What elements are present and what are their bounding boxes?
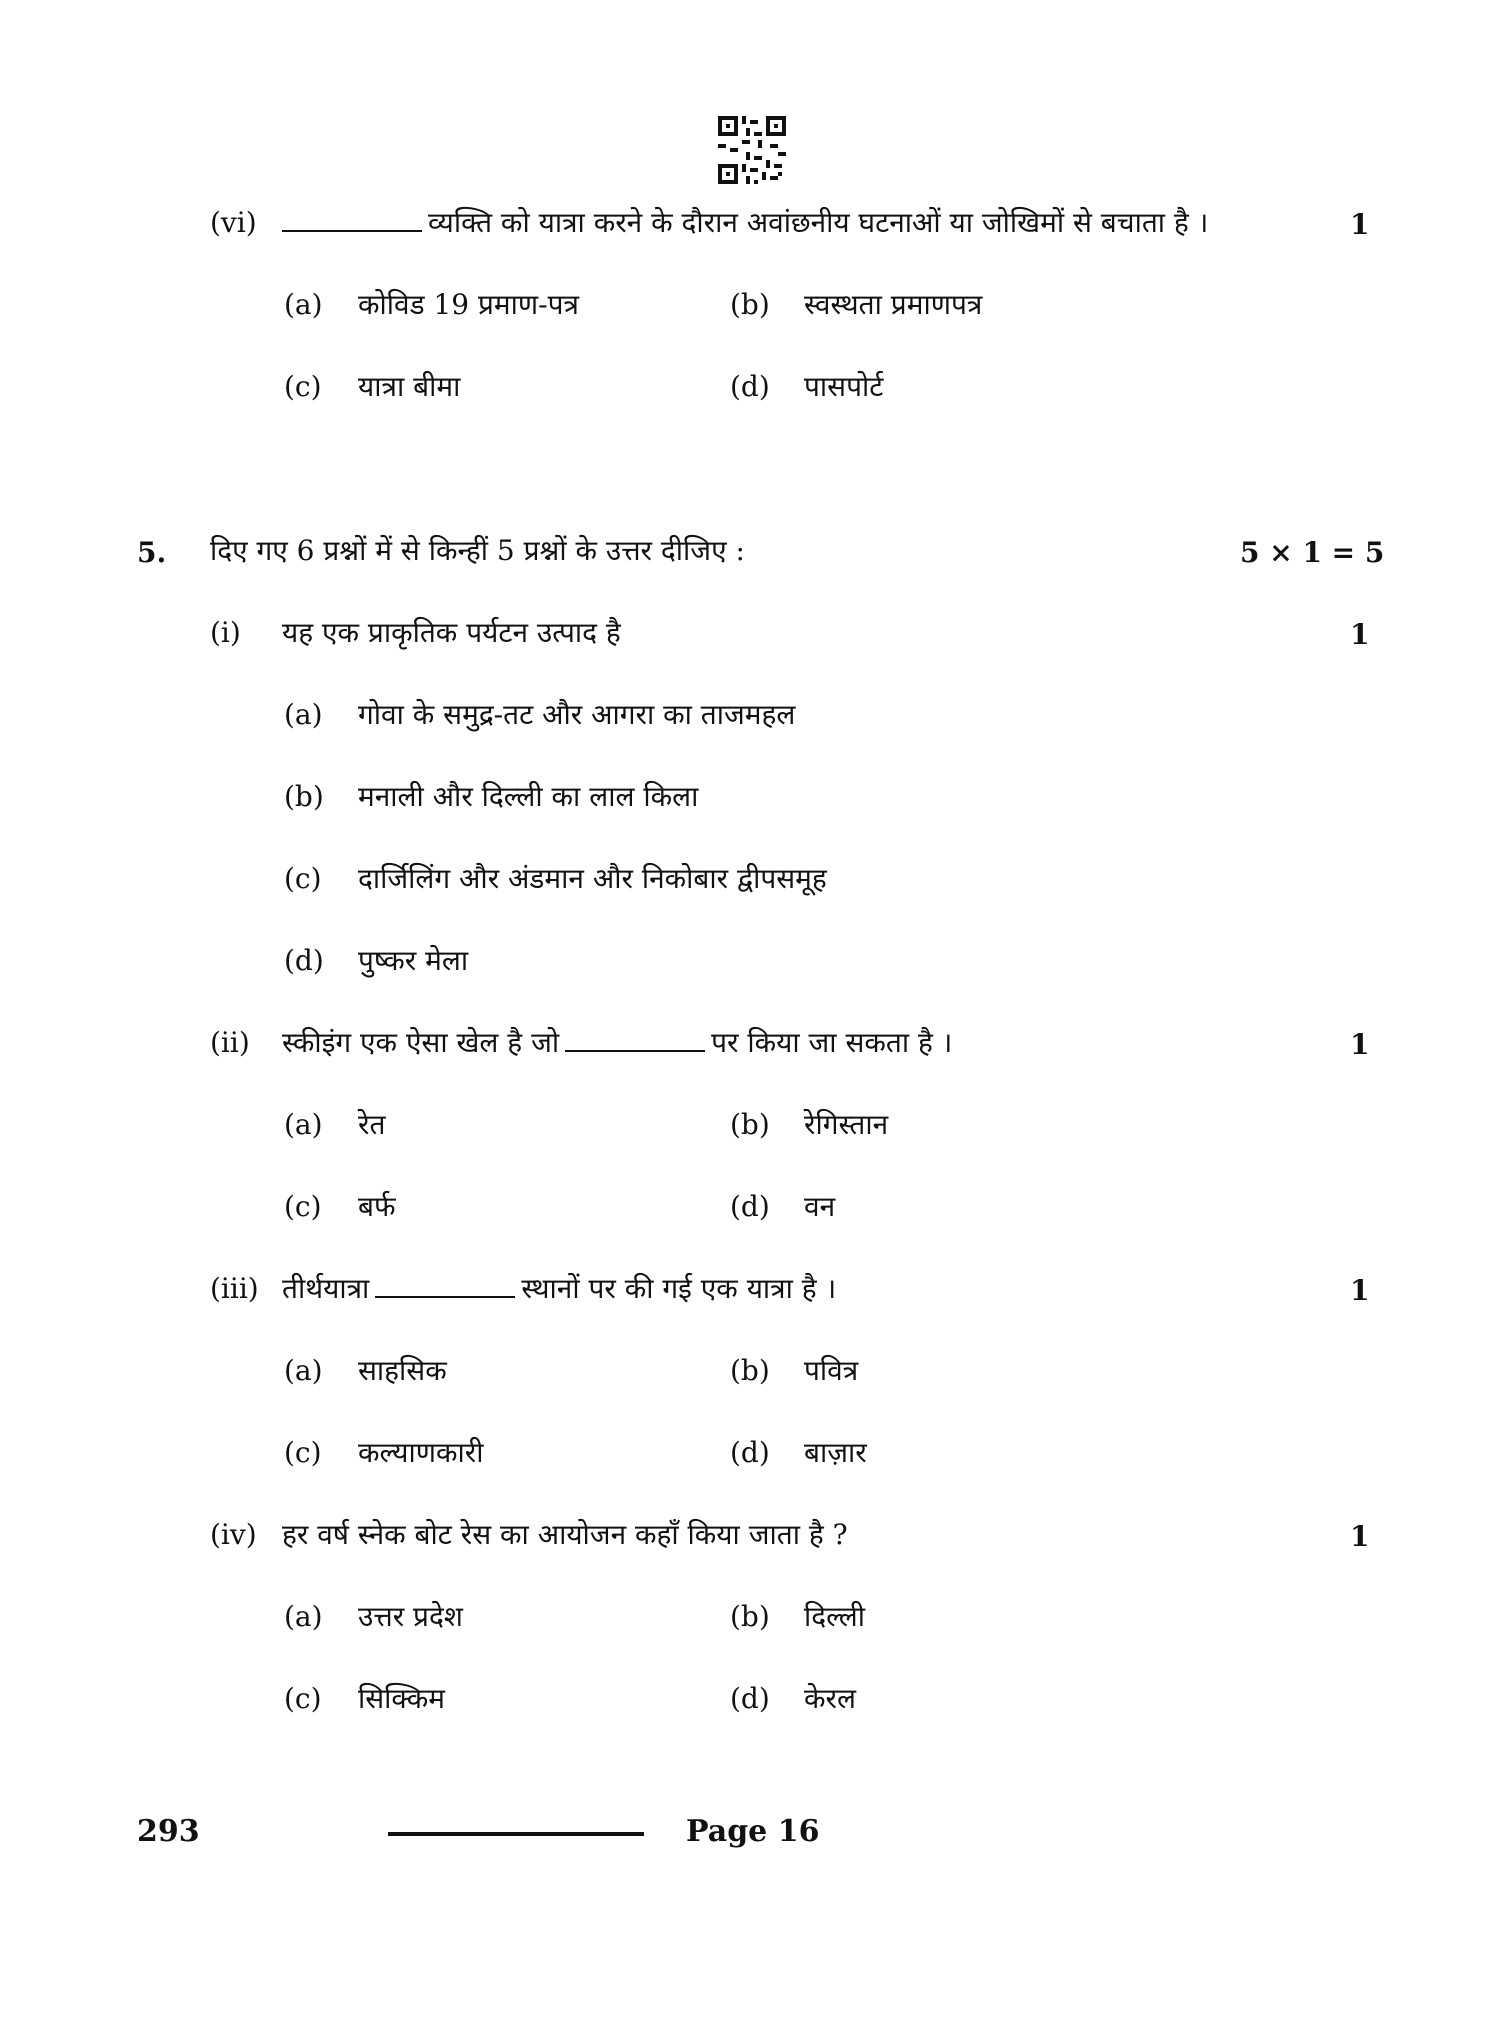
option-label: (d) [730, 1682, 770, 1715]
question-text: व्यक्ति को यात्रा करने के दौरान अवांछनीय घटनाओं या जोखिमों से बचाता है । [428, 206, 1209, 239]
question-text [282, 1026, 952, 1060]
option-label: (b) [730, 1600, 770, 1633]
option-label: (c) [284, 1436, 322, 1469]
question-marks: 1 [1350, 618, 1370, 651]
question-text [282, 1272, 836, 1306]
option-label: (b) [284, 780, 324, 813]
option-text: गोवा के समुद्र-तट और आगरा का ताजमहल [358, 698, 796, 731]
option-text: दिल्ली [804, 1600, 865, 1633]
question-number: (iv) [210, 1518, 257, 1551]
option-text: यात्रा बीमा [358, 370, 461, 403]
option-text: वन [804, 1190, 836, 1223]
option-label: (c) [284, 1190, 322, 1223]
option-label: (d) [730, 370, 770, 403]
question-text-part: स्थानों पर की गई एक यात्रा है । [521, 1272, 837, 1305]
question-text-part: स्कीइंग एक ऐसा खेल है जो [282, 1026, 560, 1059]
option-label: (d) [730, 1436, 770, 1469]
paper-code: 293 [137, 1814, 200, 1849]
question-text: हर वर्ष स्नेक बोट रेस का आयोजन कहाँ किया जाता है ? [282, 1518, 848, 1551]
question-marks: 1 [1350, 1274, 1370, 1307]
option-label: (b) [730, 288, 770, 321]
question-number: (i) [210, 616, 241, 649]
question-text-part: तीर्थयात्रा [282, 1272, 370, 1305]
option-text: पासपोर्ट [804, 370, 884, 403]
question-instruction: दिए गए 6 प्रश्नों में से किन्हीं 5 प्रश्नों के उत्तर दीजिए : [210, 534, 745, 567]
option-text: सिक्किम [358, 1682, 445, 1715]
page-number: Page 16 [686, 1814, 820, 1849]
qr-code-icon [718, 116, 786, 184]
option-text: पुष्कर मेला [358, 944, 469, 977]
option-text: उत्तर प्रदेश [358, 1600, 463, 1633]
question-marks: 1 [1350, 208, 1370, 241]
question-number: (ii) [210, 1026, 250, 1059]
question-number: (iii) [210, 1272, 259, 1305]
option-label: (a) [284, 698, 323, 731]
footer-divider [388, 1832, 644, 1836]
question-number: (vi) [210, 206, 257, 239]
answer-blank [282, 208, 422, 232]
option-text: दार्जिलिंग और अंडमान और निकोबार द्वीपसमूह [358, 862, 827, 895]
option-label: (b) [730, 1354, 770, 1387]
option-label: (a) [284, 1108, 323, 1141]
option-label: (a) [284, 1354, 323, 1387]
option-label: (a) [284, 288, 323, 321]
option-text: केरल [804, 1682, 856, 1715]
option-text: पवित्र [804, 1354, 859, 1387]
option-label: (c) [284, 370, 322, 403]
option-text: बाज़ार [804, 1436, 867, 1469]
option-text: बर्फ [358, 1190, 396, 1223]
option-label: (a) [284, 1600, 323, 1633]
answer-blank [375, 1274, 515, 1298]
question-marks: 1 [1350, 1028, 1370, 1061]
option-label: (d) [284, 944, 324, 977]
question-marks: 5 × 1 = 5 [1240, 536, 1385, 569]
answer-blank [565, 1028, 705, 1052]
option-text: साहसिक [358, 1354, 447, 1387]
option-text: स्वस्थता प्रमाणपत्र [804, 288, 983, 321]
option-label: (b) [730, 1108, 770, 1141]
question-marks: 1 [1350, 1520, 1370, 1553]
option-text: कोविड 19 प्रमाण-पत्र [358, 288, 579, 321]
question-4-vi [210, 206, 257, 240]
option-text: मनाली और दिल्ली का लाल किला [358, 780, 699, 813]
option-label: (c) [284, 862, 322, 895]
question-text: यह एक प्राकृतिक पर्यटन उत्पाद है [282, 616, 621, 649]
option-text: रेत [358, 1108, 386, 1141]
option-text: रेगिस्तान [804, 1108, 889, 1141]
question-number: 5. [137, 536, 167, 569]
option-label: (c) [284, 1682, 322, 1715]
option-text: कल्याणकारी [358, 1436, 484, 1469]
question-text-part: पर किया जा सकता है । [711, 1026, 953, 1059]
question-4-vi-text [282, 206, 1208, 240]
option-label: (d) [730, 1190, 770, 1223]
